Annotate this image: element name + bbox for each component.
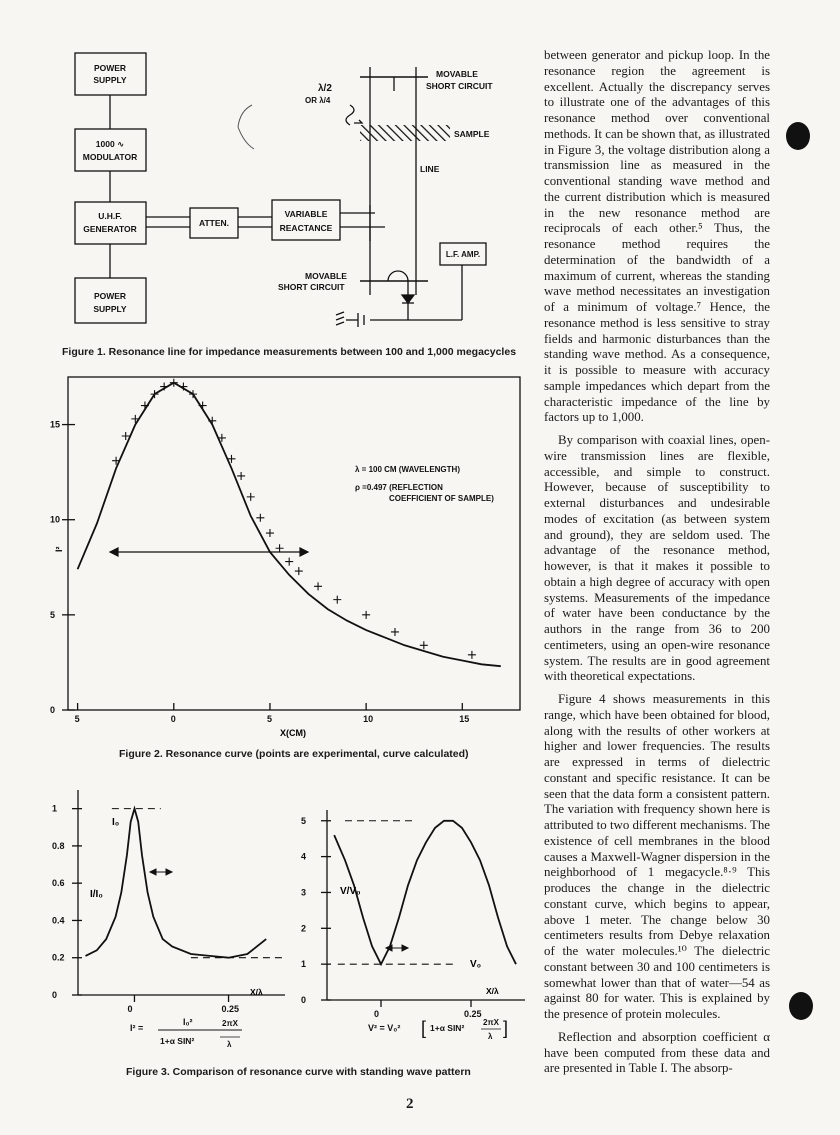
figure3-left-peak-label: I₀ [112,817,120,828]
page-number: 2 [406,1096,414,1112]
variable-reactance-line1: VARIABLE [284,209,328,219]
movable-short-top-line1: MOVABLE [436,69,478,79]
figure3-right-width-arrow [386,945,408,951]
figure2-data-point [266,529,274,537]
power-supply-bottom-line1: POWER [93,291,127,301]
figure2-data-point [199,402,207,410]
figure2-xtick-label: 5 [266,714,272,724]
figure2-bandwidth-arrow [110,548,308,556]
figure2-data-point [141,402,149,410]
figure3-left-eq-frac-num: 2πX [222,1019,238,1028]
power-supply-top-box [75,53,146,95]
lf-amp-label: L.F. AMP. [445,250,481,259]
figure2-data-point [333,596,341,604]
figure3-chart [50,780,535,1070]
lambda-half-label: λ/2 [318,83,332,94]
figure2-frame [68,377,520,710]
figure2-data-point [362,611,370,619]
figure2-data-point [468,651,476,659]
figure2-data-point [391,628,399,636]
fig3L-ytick-label: 0 [52,990,58,1000]
power-supply-top-line2: SUPPLY [93,75,127,85]
figure1-caption: Figure 1. Resonance line for impedance measurements between 100 and 1,000 megacycles [62,346,517,358]
uhf-generator-line2: GENERATOR [83,224,137,234]
figure2-data-point [420,641,428,649]
figure1-diagram [60,45,535,350]
sample-label: SAMPLE [454,129,490,139]
power-supply-bottom-line2: SUPPLY [93,304,127,314]
figure2-xtick-label: 0 [170,714,176,724]
figure3-right-standing-wave [334,821,516,964]
fig3L-xtick-label: 0.25 [221,1004,240,1014]
figure2-xtick-label: 5 [74,714,80,724]
figure3-right-eq-lhs: V² = V₀² [368,1023,401,1033]
figure3-left-panel [52,790,285,1049]
variable-reactance-line2: REACTANCE [279,223,333,233]
figure3-left-xlabel: X/λ [250,987,263,997]
figure2-data-point [237,472,245,480]
body-text-column [544,48,770,1077]
figure2-ytick-label: 10 [50,514,61,525]
paragraph-2: By comparison with coaxial lines, open-wire transmission lines are flexible, accessible, and simple to construct. However, because of susceptibility to external disturbances and undesirable modes of excitation (as between system and ground), they are seldom used. The advantage of the resonance method, however, is that it makes it possible to obtain a high degree of accuracy with open systems. Measurements of the impedance of water have been conductance by the authors in the range from 36 to 200 centimeters, using an open-wire resonance system. The results are in good agreement with theoretical expectations. [544,433,770,684]
figure2-data-point [295,567,303,575]
figure3-left-eq-den: 1+α SIN² [160,1036,195,1046]
movable-short-bottom-line2: SHORT CIRCUIT [278,282,345,292]
figure2-data-point [285,558,293,566]
svg-text:[: [ [421,1018,427,1038]
fig3R-xtick-label: 0 [374,1009,380,1019]
modulator-box [75,129,146,171]
fig3L-ytick-label: 0.8 [52,840,65,851]
fig3L-ytick-label: 0.6 [52,878,65,889]
svg-text:]: ] [503,1018,509,1038]
line-label: LINE [420,164,440,174]
modulator-line2: MODULATOR [82,152,138,162]
modulator-line1: 1000 ∿ [95,139,125,149]
figure2-xtick-label: 10 [363,714,374,724]
figure2-caption: Figure 2. Resonance curve (points are experimental, curve calculated) [119,748,469,760]
fig3L-ytick-label: 0.4 [52,915,65,926]
atten-label: ATTEN. [198,218,230,228]
fig3R-ytick-label: 4 [301,851,307,862]
figure3-right-panel [301,810,525,1041]
figure2-data-point [276,544,284,552]
fig3R-ytick-label: 5 [301,815,307,826]
figure3-right-eq-frac-num: 2πX [483,1018,499,1027]
figure3-left-eq-num: I₀² [183,1017,193,1027]
figure3-caption: Figure 3. Comparison of resonance curve with standing wave pattern [126,1066,471,1078]
fig3R-ytick-label: 1 [301,959,307,970]
uhf-generator-line1: U.H.F. [98,211,122,221]
figure2-data-point [314,582,322,590]
figure2-data-point [208,417,216,425]
figure2-calculated-curve [78,383,501,667]
figure2-reflection-annotation: ρ =0.497 (REFLECTION [355,483,443,492]
figure2-ylabel: I² [54,546,64,552]
figure2-ytick-label: 5 [50,609,56,620]
figure3-left-resonance-curve [86,809,267,958]
figure2-data-point [170,379,178,387]
paragraph-1: between generator and pickup loop. In the resonance region the agreement is excellent. Actually the discrepancy serves to illustrate one of the advantages of this resonance method over conventional methods. It can be shown that, as illustrated in Figure 3, the voltage distribution along a transmission line as measured in the conventional standing wave method and the current distribution which is measured in the new resonance method are reciprocals of each other.⁵ Thus, the resonance method requires the determination of the bandwidth of a maximum of current, whereas the standing wave method necessitates an investigation of a minimum of voltage.⁷ Hence, the resonance method is less sensitive to stray fields and harmonic disturbances than the standing wave method. As a consequence, it is possible to measure with accuracy sample impedances which depart from the characteristic impedance of the line by factors up to 1,000. [544,48,770,425]
figure2-data-point [256,514,264,522]
fig3R-ytick-label: 3 [301,887,307,898]
figure3-right-eq-frac-den: λ [488,1032,493,1041]
figure3-right-min-label: V₀ [470,959,482,970]
fig3L-ytick-label: 0.2 [52,952,65,963]
figure3-right-eq-mid: 1+α SIN² [430,1023,465,1033]
figure2-ytick-label: 15 [50,419,61,430]
binder-hole-bottom [789,992,813,1020]
fig3R-xtick-label: 0.25 [464,1009,482,1019]
figure3-right-xlabel: X/λ [486,986,499,996]
figure2-data-point [247,493,255,501]
figure3-left-eq-lhs: I² = [130,1023,144,1033]
figure3-left-width-arrow [150,869,172,875]
fig3R-ytick-label: 0 [301,995,307,1005]
or-lambda-quarter-label: OR λ/4 [305,96,331,105]
paragraph-4: Reflection and absorption coefficient α have been computed from these data and are presented in Table I. The absorp- [544,1029,770,1076]
figure3-right-ylabel: V/V₀ [340,886,361,897]
figure3-left-eq-frac-den: λ [227,1040,232,1049]
figure2-ytick-label: 0 [50,705,56,715]
fig3L-xtick-label: 0 [127,1004,133,1014]
fig3R-ytick-label: 2 [301,923,307,934]
movable-short-bottom-line1: MOVABLE [305,271,347,281]
variable-reactance-box [272,200,340,240]
uhf-generator-box [75,202,146,244]
binder-hole-top [786,122,810,150]
figure2-chart [40,372,525,744]
movable-short-top-line2: SHORT CIRCUIT [426,81,493,91]
paragraph-3: Figure 4 shows measurements in this range, which have been obtained for blood, along with the results of other workers at higher and lower frequencies. The results are expressed in terms of dielectric constant and specific resistance. It can be seen that the data form a consistent pattern. The variation with frequency shown here is attributed to two different mechanisms. The existence of cell membranes in the blood causes a Maxwell-Wagner dispersion in the neighborhood of 1 megacycle.⁸·⁹ This produces the change in the dielectric constant curve, which begins to appear, above 1 meter. The change below 30 centimeters results from Debye relaxation of the water molecules.¹⁰ The dielectric constant between 30 and 100 centimeters is somewhat lower than that of water—54 as against 80 for water. This is explained by the presence of protein molecules. [544,692,770,1021]
figure2-wavelength-annotation: λ = 100 CM (WAVELENGTH) [355,465,460,474]
figure2-reflection-annotation-2: COEFFICIENT OF SAMPLE) [389,494,494,503]
figure3-left-ylabel: I/I₀ [90,889,103,900]
power-supply-top-line1: POWER [93,63,127,73]
figure2-xlabel: X(CM) [280,728,306,738]
figure2-xtick-label: 15 [459,714,470,724]
fig3L-ytick-label: 1 [52,803,58,814]
